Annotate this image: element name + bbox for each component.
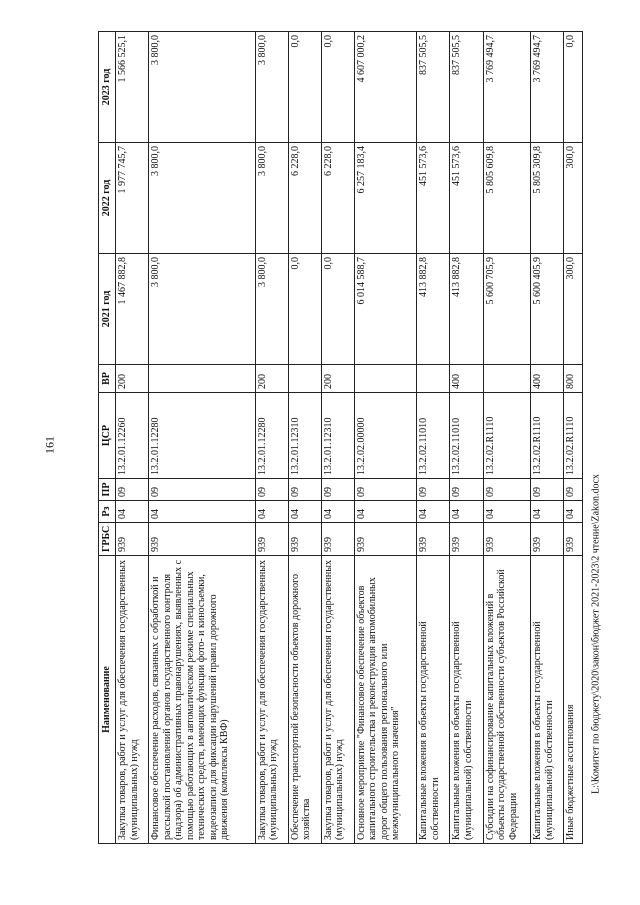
cell-2021: 3 800,0 — [149, 254, 255, 365]
cell-grbs: 939 — [531, 523, 564, 556]
cell-pr: 09 — [116, 479, 149, 501]
cell-rz: 04 — [564, 501, 583, 523]
cell-vr: 200 — [116, 365, 149, 393]
cell-pr: 09 — [354, 479, 416, 501]
cell-grbs: 939 — [564, 523, 583, 556]
cell-vr — [354, 365, 416, 393]
footer-file-path: L:\Комитет по бюджету\2020\закон\бюджет 2021-2023\2 чтение\Zakon.docx — [590, 474, 602, 794]
cell-grbs: 939 — [255, 523, 288, 556]
cell-rz: 04 — [288, 501, 321, 523]
budget-table-container — [98, 32, 583, 844]
cell-vr: 800 — [564, 365, 583, 393]
cell-2023: 3 769 494,7 — [483, 32, 531, 143]
cell-pr: 09 — [483, 479, 531, 501]
cell-vr — [417, 365, 450, 393]
cell-grbs: 939 — [116, 523, 149, 556]
cell-csr: 13.2.02.00000 — [354, 393, 416, 479]
cell-vr: 200 — [321, 365, 354, 393]
cell-name: Основное мероприятие "Финансовое обеспечение объектов капитального строительства и реконструкция автомобильных дорог общего пользования регионального или межмуниципального значения" — [354, 556, 416, 844]
cell-2022: 6 257 183,4 — [354, 143, 416, 254]
cell-2021: 6 014 588,7 — [354, 254, 416, 365]
cell-2023: 0,0 — [321, 32, 354, 143]
cell-2021: 413 882,8 — [450, 254, 483, 365]
cell-rz: 04 — [321, 501, 354, 523]
cell-2022: 3 800,0 — [149, 143, 255, 254]
table-row — [288, 32, 321, 844]
cell-2022: 6 228,0 — [321, 143, 354, 254]
cell-2022: 1 977 745,7 — [116, 143, 149, 254]
table-row — [116, 32, 149, 844]
cell-csr: 13.2.01.12260 — [116, 393, 149, 479]
cell-name: Финансовое обеспечение расходов, связанных с обработкой и рассылкой постановлений органов государственного контроля (надзора) об административных правонарушениях, выявленных с помощью работающих в автоматическом режиме специальных технических средств, имеющих функции фото- и киносъемки, видеозаписи для фиксации нарушений правил дорожного движения (комплексы КВФ) — [149, 556, 255, 844]
cell-2023: 837 505,5 — [417, 32, 450, 143]
cell-2023: 4 607 000,2 — [354, 32, 416, 143]
cell-2021: 5 600 405,9 — [531, 254, 564, 365]
table-row — [149, 32, 255, 844]
cell-2023: 1 566 525,1 — [116, 32, 149, 143]
cell-rz: 04 — [255, 501, 288, 523]
cell-csr: 13.2.01.12310 — [288, 393, 321, 479]
cell-csr: 13.2.01.12280 — [255, 393, 288, 479]
budget-table — [98, 31, 583, 844]
header-grbs: ГРБС — [99, 523, 116, 556]
header-csr: ЦСР — [99, 393, 116, 479]
header-vr: ВР — [99, 365, 116, 393]
cell-csr: 13.2.02.11010 — [417, 393, 450, 479]
cell-vr: 200 — [255, 365, 288, 393]
cell-vr: 400 — [531, 365, 564, 393]
cell-2021: 300,0 — [564, 254, 583, 365]
cell-csr: 13.2.01.12280 — [149, 393, 255, 479]
table-row — [483, 32, 531, 844]
table-header-row — [99, 32, 116, 844]
table-row — [564, 32, 583, 844]
cell-grbs: 939 — [149, 523, 255, 556]
table-row — [417, 32, 450, 844]
cell-csr: 13.2.02.11010 — [450, 393, 483, 479]
cell-rz: 04 — [417, 501, 450, 523]
cell-2021: 0,0 — [321, 254, 354, 365]
table-row — [450, 32, 483, 844]
cell-name: Закупка товаров, работ и услуг для обеспечения государственных (муниципальных) нужд — [321, 556, 354, 844]
cell-2022: 300,0 — [564, 143, 583, 254]
cell-2023: 0,0 — [564, 32, 583, 143]
header-2021: 2021 год — [99, 254, 116, 365]
cell-rz: 04 — [149, 501, 255, 523]
cell-2023: 3 800,0 — [255, 32, 288, 143]
cell-2023: 837 505,5 — [450, 32, 483, 143]
cell-name: Закупка товаров, работ и услуг для обеспечения государственных (муниципальных) нужд — [255, 556, 288, 844]
header-2023: 2023 год — [99, 32, 116, 143]
cell-grbs: 939 — [417, 523, 450, 556]
cell-rz: 04 — [483, 501, 531, 523]
cell-2023: 0,0 — [288, 32, 321, 143]
cell-pr: 09 — [149, 479, 255, 501]
header-rz: Рз — [99, 501, 116, 523]
table-row — [321, 32, 354, 844]
cell-pr: 09 — [564, 479, 583, 501]
cell-2022: 6 228,0 — [288, 143, 321, 254]
header-name: Наименование — [99, 556, 116, 844]
cell-2021: 413 882,8 — [417, 254, 450, 365]
cell-rz: 04 — [450, 501, 483, 523]
cell-2022: 451 573,6 — [450, 143, 483, 254]
cell-pr: 09 — [255, 479, 288, 501]
cell-2022: 451 573,6 — [417, 143, 450, 254]
cell-name: Капитальные вложения в объекты государственной (муниципальной) собственности — [450, 556, 483, 844]
cell-vr: 400 — [450, 365, 483, 393]
table-row — [255, 32, 288, 844]
cell-rz: 04 — [531, 501, 564, 523]
cell-2022: 5 805 609,8 — [483, 143, 531, 254]
table-row — [531, 32, 564, 844]
cell-2021: 1 467 882,8 — [116, 254, 149, 365]
cell-pr: 09 — [417, 479, 450, 501]
cell-vr — [483, 365, 531, 393]
cell-name: Иные бюджетные ассигнования — [564, 556, 583, 844]
cell-2022: 3 800,0 — [255, 143, 288, 254]
cell-2021: 5 600 705,9 — [483, 254, 531, 365]
page-number: 161 — [42, 436, 57, 454]
cell-csr: 13.2.02.R1110 — [483, 393, 531, 479]
header-pr: ПР — [99, 479, 116, 501]
cell-vr — [149, 365, 255, 393]
cell-csr: 13.2.02.R1110 — [564, 393, 583, 479]
cell-pr: 09 — [531, 479, 564, 501]
cell-pr: 09 — [321, 479, 354, 501]
cell-csr: 13.2.01.12310 — [321, 393, 354, 479]
cell-name: Обеспечение транспортной безопасности объектов дорожного хозяйства — [288, 556, 321, 844]
table-row — [354, 32, 416, 844]
cell-2023: 3 769 494,7 — [531, 32, 564, 143]
cell-name: Закупка товаров, работ и услуг для обеспечения государственных (муниципальных) нужд — [116, 556, 149, 844]
header-2022: 2022 год — [99, 143, 116, 254]
cell-grbs: 939 — [288, 523, 321, 556]
cell-grbs: 939 — [354, 523, 416, 556]
cell-2021: 0,0 — [288, 254, 321, 365]
cell-vr — [288, 365, 321, 393]
cell-rz: 04 — [354, 501, 416, 523]
budget-table-rotated — [98, 32, 583, 844]
cell-name: Капитальные вложения в объекты государственной собственности — [417, 556, 450, 844]
cell-2023: 3 800,0 — [149, 32, 255, 143]
cell-csr: 13.2.02.R1110 — [531, 393, 564, 479]
cell-pr: 09 — [288, 479, 321, 501]
cell-2021: 3 800,0 — [255, 254, 288, 365]
cell-grbs: 939 — [450, 523, 483, 556]
cell-rz: 04 — [116, 501, 149, 523]
cell-name: Субсидии на софинансирование капитальных вложений в объекты государственной собственности субъектов Российской Федерации — [483, 556, 531, 844]
cell-name: Капитальные вложения в объекты государственной (муниципальной) собственности — [531, 556, 564, 844]
cell-pr: 09 — [450, 479, 483, 501]
cell-grbs: 939 — [483, 523, 531, 556]
cell-grbs: 939 — [321, 523, 354, 556]
cell-2022: 5 805 309,8 — [531, 143, 564, 254]
